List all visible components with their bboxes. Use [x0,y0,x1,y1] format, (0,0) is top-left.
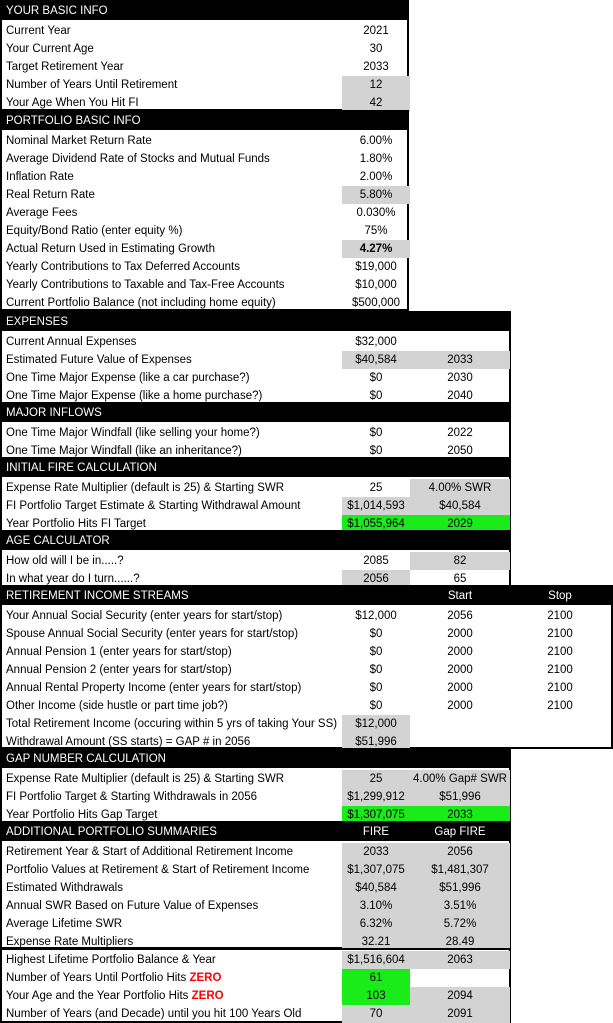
tax-deferred-contrib-label: Yearly Contributions to Tax Deferred Accounts [6,261,240,273]
major-expense-2-label: One Time Major Expense (like a home purchase?) [6,390,263,402]
equity-bond-ratio-input[interactable]: 75% [364,225,388,237]
portfolio-summaries-section [0,821,511,949]
gap-multiplier-label: Expense Rate Multiplier (default is 25) & Starting SWR [6,773,285,785]
other-income-stop[interactable]: 2100 [547,700,573,712]
major-expense-2-amount[interactable]: $0 [369,390,383,402]
retirement-year-fire: 2033 [342,843,410,861]
current-age-input[interactable]: 30 [369,43,383,55]
average-fees-input[interactable]: 0.030% [356,207,396,219]
annual-swr-gap: 3.51% [410,897,510,915]
years-until-retirement-label: Number of Years Until Retirement [6,79,178,91]
annual-swr-fire: 3.10% [342,897,410,915]
table-row [2,843,509,861]
table-row [2,186,407,204]
gap-swr-value: 4.00% Gap# SWR [410,770,510,788]
future-expenses-label: Estimated Future Value of Expenses [6,354,192,366]
other-income-amount[interactable]: $0 [369,700,383,712]
taxable-contrib-label: Yearly Contributions to Taxable and Tax-Free Accounts [6,279,285,291]
expenses-header: EXPENSES [2,313,509,331]
current-expenses-label: Current Annual Expenses [6,336,137,348]
portfolio-summaries-header [2,823,509,841]
age-at-zero-label [6,987,224,1005]
actual-return-label: Actual Return Used in Estimating Growth [6,243,216,255]
major-inflows-section [0,402,511,459]
retirement-year-gap: 2056 [410,843,510,861]
years-until-zero-text: Number of Years Until Portfolio Hits [6,972,190,984]
table-row [2,479,509,497]
equity-bond-ratio-label: Equity/Bond Ratio (enter equity %) [6,225,183,237]
table-row [2,369,509,387]
table-row [2,879,509,897]
table-row [2,679,611,697]
highest-balance-year: 2063 [410,951,510,969]
table-row [2,625,611,643]
pension-1-stop[interactable]: 2100 [547,646,573,658]
table-row [2,424,509,442]
windfall-1-year[interactable]: 2022 [447,427,473,439]
current-balance-label: Current Portfolio Balance (not including home equity) [6,297,276,309]
age-at-fi-label: Your Age When You Hit FI [6,97,139,109]
rental-income-stop[interactable]: 2100 [547,682,573,694]
portfolio-info-section [0,110,409,311]
windfall-2-year[interactable]: 2050 [447,445,473,457]
taxable-contrib-input[interactable]: $10,000 [355,279,397,291]
social-security-stop[interactable]: 2100 [547,610,573,622]
retirement-income-section [0,585,613,749]
portfolio-info-header: PORTFOLIO BASIC INFO [2,112,407,130]
years-until-100-value: 70 [342,1005,410,1023]
year-at-100-value: 2091 [410,1005,510,1023]
fi-year-value: 2029 [410,515,510,533]
windfall-2-amount[interactable]: $0 [369,445,383,457]
current-expenses-input[interactable]: $32,000 [355,336,397,348]
other-income-label: Other Income (side hustle or part time job?) [6,700,228,712]
major-expense-1-year[interactable]: 2030 [447,372,473,384]
gap-number-header: GAP NUMBER CALCULATION [2,750,509,768]
year-at-zero-value: 2094 [410,987,510,1005]
table-row [2,22,407,40]
total-retirement-income-label: Total Retirement Income (occuring within 5 yrs of taking Your SS) [6,718,338,730]
table-row [2,697,611,715]
social-security-label: Your Annual Social Security (enter years for start/stop) [6,610,283,622]
fire-swr-value: 4.00% SWR [410,479,510,497]
gap-withdrawal-label: Withdrawal Amount (SS starts) = GAP # in 2056 [6,736,251,748]
expenses-section [0,311,511,404]
portfolio-values-gap: $1,481,307 [410,861,510,879]
gap-withdrawal-start-value: $51,996 [410,788,510,806]
table-row [2,240,407,258]
year-at-age-result: 2056 [342,570,410,588]
dividend-rate-label: Average Dividend Rate of Stocks and Mutual Funds [6,153,270,165]
future-expenses-year: 2033 [410,351,510,369]
total-retirement-income-value: $12,000 [342,715,410,733]
current-balance-input[interactable]: $500,000 [352,297,400,309]
current-year-label: Current Year [6,25,71,37]
table-row [2,715,611,733]
fi-withdrawal-value: $40,584 [410,497,510,515]
year-at-age-label: In what year do I turn......? [6,573,140,585]
current-age-label: Your Current Age [6,43,94,55]
highest-balance-value: $1,516,604 [342,951,410,969]
table-row [2,897,509,915]
gap-multiplier-value: 25 [342,770,410,788]
table-row [2,58,407,76]
average-fees-label: Average Fees [6,207,78,219]
portfolio-values-fire: $1,307,075 [342,861,410,879]
years-until-100-label: Number of Years (and Decade) until you hit 100 Years Old [6,1008,302,1020]
zero-emphasis: ZERO [191,990,224,1002]
table-row [2,788,509,806]
spouse-ss-amount[interactable]: $0 [369,628,383,640]
inflation-rate-input[interactable]: 2.00% [359,171,393,183]
expense-multipliers-label: Expense Rate Multipliers [6,936,134,948]
fire-column-header: FIRE [362,826,390,838]
gap-target-value: $1,299,912 [342,788,410,806]
spouse-ss-stop[interactable]: 2100 [547,628,573,640]
age-calculator-section [0,530,511,587]
pension-1-amount[interactable]: $0 [369,646,383,658]
gap-number-section [0,748,511,823]
highest-balance-label: Highest Lifetime Portfolio Balance & Year [6,954,216,966]
gap-withdrawal-value: $51,996 [342,733,410,751]
age-at-fi-value: 42 [342,94,410,112]
pension-2-amount[interactable]: $0 [369,664,383,676]
actual-return-value: 4.27% [342,240,410,258]
major-inflows-header: MAJOR INFLOWS [2,404,509,422]
gap-year-value: 2033 [410,806,510,824]
table-row [2,552,509,570]
gap-target-label: FI Portfolio Target & Starting Withdrawals in 2056 [6,791,257,803]
table-row [2,915,509,933]
table-row [2,294,407,312]
table-row [2,951,509,969]
fire-multiplier-label: Expense Rate Multiplier (default is 25) & Starting SWR [6,482,285,494]
expense-multipliers-fire: 32.21 [342,933,410,951]
age-calculator-header: AGE CALCULATOR [2,532,509,550]
social-security-amount[interactable]: $12,000 [355,610,397,622]
start-column-header: Start [447,590,473,602]
future-expenses-value: $40,584 [342,351,410,369]
pension-2-stop[interactable]: 2100 [547,664,573,676]
stop-column-header: Stop [548,590,572,602]
nominal-return-label: Nominal Market Return Rate [6,135,152,147]
years-until-zero-value: 61 [342,969,410,987]
table-row [2,351,509,369]
rental-income-label: Annual Rental Property Income (enter years for start/stop) [6,682,302,694]
table-row [2,168,407,186]
table-row [2,40,407,58]
table-row [2,987,509,1005]
table-row [2,643,611,661]
table-row [2,258,407,276]
dividend-rate-input[interactable]: 1.80% [359,153,393,165]
table-row [2,607,611,625]
basic-info-header: YOUR BASIC INFO [2,2,407,20]
windfall-1-label: One Time Major Windfall (like selling your home?) [6,427,260,439]
rental-income-start[interactable]: 2000 [447,682,473,694]
real-return-label: Real Return Rate [6,189,95,201]
lifetime-summary-section [0,948,511,1023]
portfolio-values-label: Portfolio Values at Retirement & Start of Retirement Income [6,864,310,876]
table-row [2,770,509,788]
table-row [2,1005,509,1023]
retirement-income-header [2,587,611,605]
spouse-ss-start[interactable]: 2000 [447,628,473,640]
years-until-zero-label [6,969,221,987]
fi-year-balance: $1,055,964 [342,515,410,533]
table-row [2,204,407,222]
age-in-year-input[interactable]: 2085 [363,555,389,567]
table-row [2,969,509,987]
age-in-year-label: How old will I be in.....? [6,555,124,567]
social-security-start[interactable]: 2056 [447,610,473,622]
fi-year-label: Year Portfolio Hits FI Target [6,518,146,530]
annual-swr-label: Annual SWR Based on Future Value of Expenses [6,900,259,912]
portfolio-summaries-title: ADDITIONAL PORTFOLIO SUMMARIES [6,826,217,838]
tax-deferred-contrib-input[interactable]: $19,000 [355,261,397,273]
target-retirement-year-input[interactable]: 2033 [363,61,389,73]
pension-1-label: Annual Pension 1 (enter years for start/stop) [6,646,232,658]
nominal-return-input[interactable]: 6.00% [359,135,393,147]
real-return-value: 5.80% [342,186,410,204]
table-row [2,76,407,94]
years-until-retirement-value: 12 [342,76,410,94]
retirement-year-label: Retirement Year & Start of Additional Retirement Income [6,846,294,858]
table-row [2,497,509,515]
pension-1-start[interactable]: 2000 [447,646,473,658]
gap-year-balance: $1,307,075 [342,806,410,824]
target-retirement-year-label: Target Retirement Year [6,61,124,73]
fire-multiplier-input[interactable]: 25 [369,482,383,494]
initial-fire-header: INITIAL FIRE CALCULATION [2,459,509,477]
rental-income-amount[interactable]: $0 [369,682,383,694]
estimated-withdrawals-label: Estimated Withdrawals [6,882,123,894]
lifetime-swr-fire: 6.32% [342,915,410,933]
pension-2-label: Annual Pension 2 (enter years for start/stop) [6,664,232,676]
table-row [2,222,407,240]
inflation-rate-label: Inflation Rate [6,171,74,183]
lifetime-swr-gap: 5.72% [410,915,510,933]
pension-2-start[interactable]: 2000 [447,664,473,676]
major-expense-1-label: One Time Major Expense (like a car purchase?) [6,372,250,384]
lifetime-swr-label: Average Lifetime SWR [6,918,123,930]
age-at-zero-value: 103 [342,987,410,1005]
age-at-zero-text: Your Age and the Year Portfolio Hits [6,990,192,1002]
fi-target-value: $1,014,593 [342,497,410,515]
gap-fire-column-header: Gap FIRE [434,826,486,838]
table-row [2,132,407,150]
initial-fire-section [0,457,511,532]
table-row [2,333,509,351]
estimated-withdrawals-gap: $51,996 [410,879,510,897]
basic-info-section [0,0,409,111]
retirement-income-title: RETIREMENT INCOME STREAMS [6,590,189,602]
current-year-input[interactable]: 2021 [363,25,389,37]
year-at-age-input[interactable]: 65 [453,573,467,585]
major-expense-1-amount[interactable]: $0 [369,372,383,384]
age-in-year-result: 82 [410,552,510,570]
table-row [2,276,407,294]
major-expense-2-year[interactable]: 2040 [447,390,473,402]
windfall-2-label: One Time Major Windfall (like an inheritance?) [6,445,242,457]
table-row [2,861,509,879]
table-row [2,150,407,168]
zero-emphasis: ZERO [189,972,222,984]
spouse-ss-label: Spouse Annual Social Security (enter years for start/stop) [6,628,299,640]
windfall-1-amount[interactable]: $0 [369,427,383,439]
table-row [2,661,611,679]
gap-year-label: Year Portfolio Hits Gap Target [6,809,158,821]
other-income-start[interactable]: 2000 [447,700,473,712]
expense-multipliers-gap: 28.49 [410,933,510,951]
estimated-withdrawals-fire: $40,584 [342,879,410,897]
fi-target-label: FI Portfolio Target Estimate & Starting Withdrawal Amount [6,500,301,512]
